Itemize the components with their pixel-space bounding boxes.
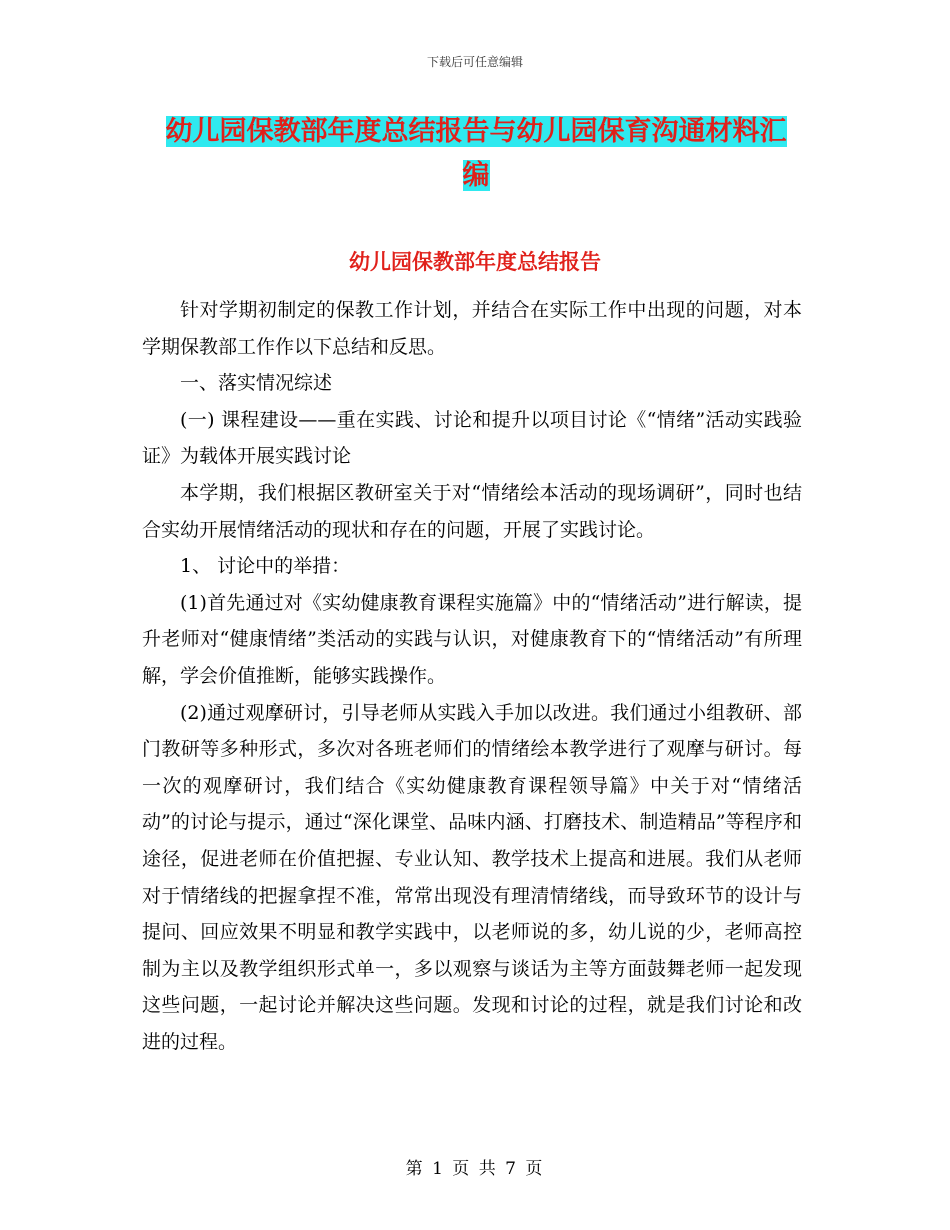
paragraph: 1、 讨论中的举措： [180, 555, 351, 578]
paragraph: 一、落实情况综述 [180, 372, 333, 395]
document-title-text-1: 幼儿园保教部年度总结报告与幼儿园保育沟通材料汇 [165, 116, 787, 147]
paragraph: (1)首先通过对《实幼健康教育课程实施篇》中的“情绪活动”进行解读，提升老师对“健康情绪”类活动的实践与认识，对健康教育下的“情绪活动”有所理解，学会价值推断，能够实践操作。 [142, 591, 802, 687]
paragraph: (一) 课程建设——重在实践、讨论和提升以项目讨论《“情绪”活动实践验证》为载体开展实践讨论 [142, 408, 802, 468]
paragraph: 本学期，我们根据区教研室关于对“情绪绘本活动的现场调研”，同时也结合实幼开展情绪活动的现状和存在的问题，开展了实践讨论。 [142, 481, 802, 541]
section-title: 幼儿园保教部年度总结报告 [349, 249, 601, 274]
page-number-footer: 第 1 页 共 7 页 [405, 1159, 545, 1179]
header-note: 下载后可任意编辑 [426, 55, 523, 69]
document-body [142, 292, 802, 1060]
document-title-text-2: 编 [462, 160, 490, 191]
paragraph: (2)通过观摩研讨，引导老师从实践入手加以改进。我们通过小组教研、部门教研等多种形式，多次对各班老师们的情绪绘本教学进行了观摩与研讨。每一次的观摩研讨，我们结合《实幼健康教育课程领导篇》中关于对“情绪活动”的讨论与提示，通过“深化课堂、品味内涵、打磨技术、制造精品”等程序和途径，促进老师在价值把握、专业认知、教学技术上提高和进展。我们从老师对于情绪线的把握拿捏不准，常常出现没有理清情绪线，而导致环节的设计与提问、回应效果不明显和教学实践中，以老师说的多，幼儿说的少，老师高控制为主以及教学组织形式单一，多以观察与谈话为主等方面鼓舞老师一起发现这些问题，一起讨论并解决这些问题。发现和讨论的过程，就是我们讨论和改进的过程。 [142, 701, 802, 1053]
paragraph: 针对学期初制定的保教工作计划，并结合在实际工作中出现的问题，对本学期保教部工作作以下总结和反思。 [142, 299, 802, 358]
document-title-line-2 [140, 152, 812, 199]
document-title-line-1 [140, 108, 812, 155]
